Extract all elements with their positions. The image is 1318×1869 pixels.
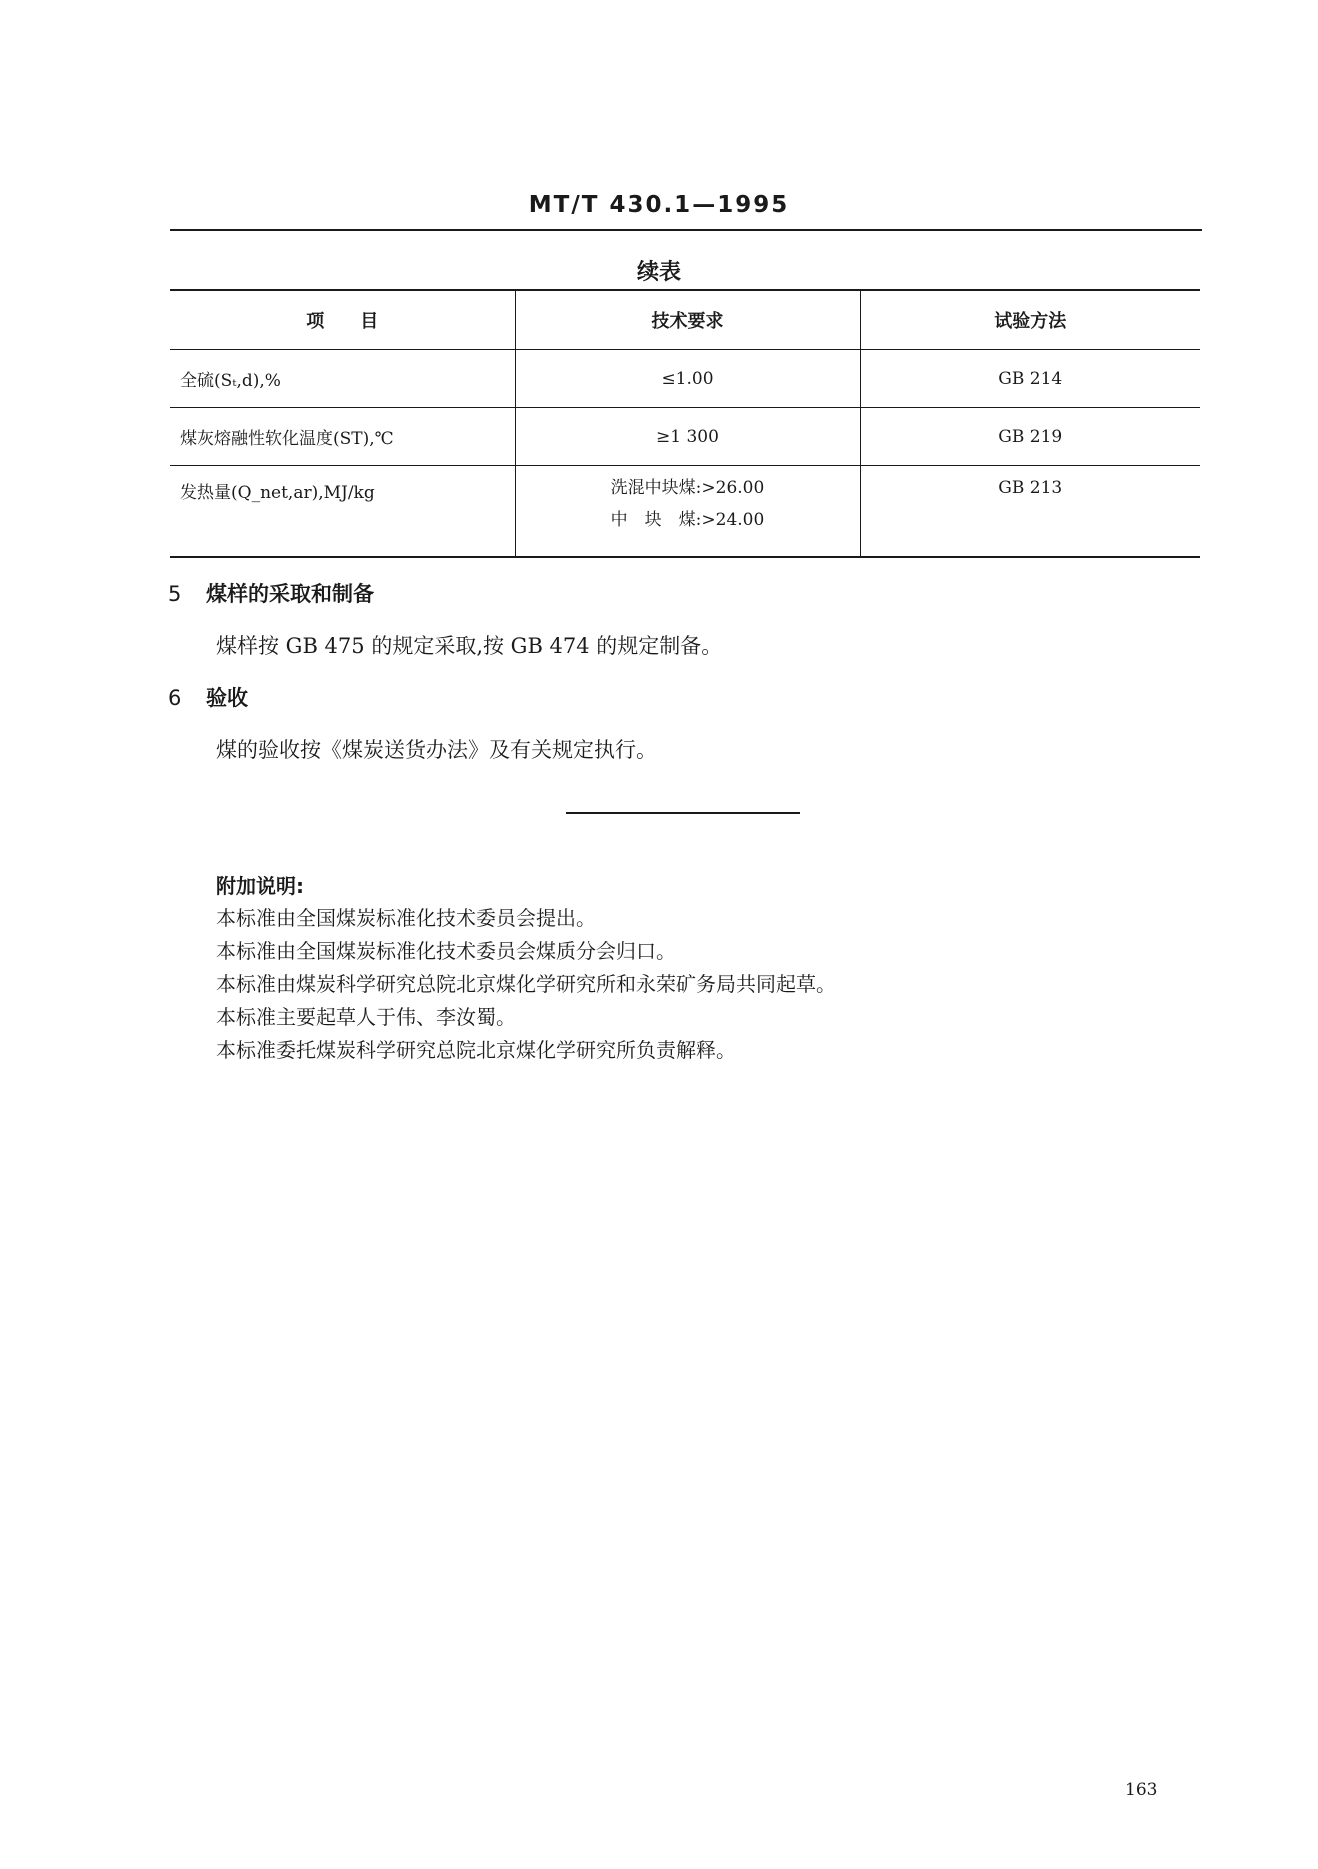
list-item: 本标准委托煤炭科学研究总院北京煤化学研究所负责解释。 [216, 1038, 736, 1062]
table-caption: 续表 [636, 259, 681, 285]
requirement-line: 洗混中块煤:>26.00 [610, 478, 765, 498]
table-row [170, 408, 1200, 466]
column-header-method: 试验方法 [860, 290, 1200, 350]
column-header-item: 项 目 [170, 290, 515, 350]
section-heading [168, 578, 374, 608]
row-method: GB 214 [860, 350, 1200, 408]
table-header-row [170, 290, 1200, 350]
section-number: 5 [168, 582, 182, 606]
row-method: GB 213 [860, 466, 1200, 558]
section-heading [168, 682, 248, 712]
list-item: 本标准由全国煤炭标准化技术委员会煤质分会归口。 [216, 939, 676, 963]
row-item: 煤灰熔融性软化温度(ST),℃ [170, 408, 515, 466]
section-number: 6 [168, 686, 182, 710]
column-header-requirement: 技术要求 [515, 290, 860, 350]
list-item: 本标准由煤炭科学研究总院北京煤化学研究所和永荣矿务局共同起草。 [216, 972, 836, 996]
table-row [170, 466, 1200, 558]
list-item: 本标准主要起草人于伟、李汝蜀。 [216, 1005, 516, 1029]
notes-list [216, 902, 836, 1067]
end-divider [566, 812, 800, 814]
standard-code-header: MT/T 430.1—1995 [528, 192, 790, 218]
section-paragraph: 煤的验收按《煤炭送货办法》及有关规定执行。 [216, 738, 657, 762]
row-requirement [515, 466, 860, 558]
section-paragraph: 煤样按 GB 475 的规定采取,按 GB 474 的规定制备。 [216, 634, 723, 658]
requirement-line: 中 块 煤:>24.00 [610, 510, 765, 530]
notes-title: 附加说明: [216, 874, 304, 898]
row-item: 全硫(Sₜ,d),% [170, 350, 515, 408]
spec-table [170, 289, 1200, 558]
header-rule [170, 229, 1202, 231]
row-requirement: ≥1 300 [515, 408, 860, 466]
list-item: 本标准由全国煤炭标准化技术委员会提出。 [216, 906, 596, 930]
section-title: 煤样的采取和制备 [206, 582, 374, 606]
table-row [170, 350, 1200, 408]
page-number: 163 [1125, 1780, 1158, 1800]
section-title: 验收 [206, 686, 248, 710]
row-item: 发热量(Q_net,ar),MJ/kg [170, 466, 515, 558]
row-requirement: ≤1.00 [515, 350, 860, 408]
row-method: GB 219 [860, 408, 1200, 466]
